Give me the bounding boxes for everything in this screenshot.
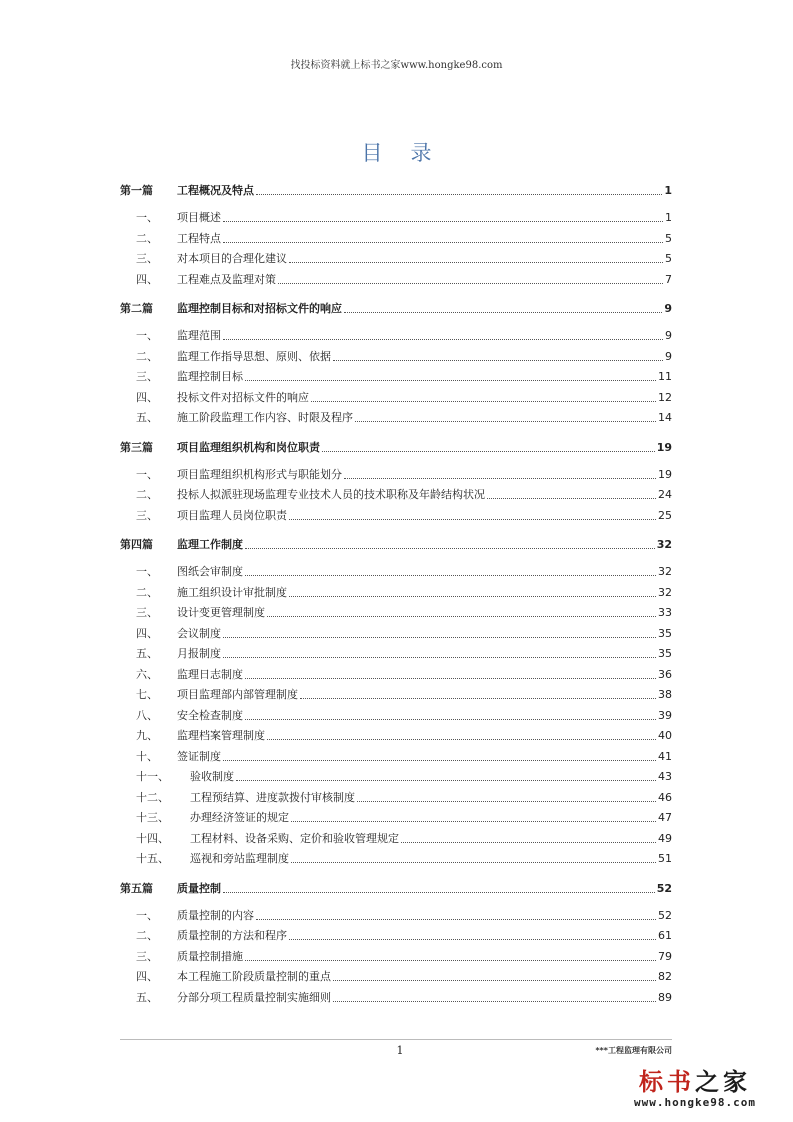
toc-item-entry[interactable] (120, 926, 672, 947)
toc-entry-number: 二、 (136, 231, 158, 245)
watermark-name (615, 1068, 775, 1096)
toc-entry-title: 监理控制目标和对招标文件的响应 (177, 302, 342, 315)
toc-entry-title: 项目监理部内部管理制度 (177, 688, 298, 701)
toc-entry-page: 82 (658, 970, 672, 983)
toc-entry-page: 49 (658, 831, 672, 845)
toc-chapter-entry[interactable] (120, 298, 672, 320)
toc-dot-leader (223, 880, 655, 893)
toc-entry-page: 32 (658, 565, 672, 578)
toc-item-entry[interactable] (120, 849, 672, 870)
toc-entry-number: 四、 (136, 626, 158, 640)
toc-dot-leader (245, 368, 656, 381)
toc-dot-leader (322, 439, 655, 452)
toc-dot-leader (223, 748, 656, 761)
toc-chapter-entry[interactable] (120, 437, 672, 459)
toc-entry-title: 监理控制目标 (177, 370, 243, 383)
toc-dot-leader (300, 686, 656, 699)
footer-divider (120, 1039, 672, 1040)
toc-entry-number: 八、 (136, 708, 158, 722)
toc-entry-number: 第二篇 (120, 302, 153, 315)
toc-entry-title: 投标人拟派驻现场监理专业技术人员的技术职称及年龄结构状况 (177, 488, 485, 501)
toc-dot-leader (223, 209, 663, 222)
table-of-contents (120, 180, 672, 1016)
toc-entry-page: 7 (665, 272, 672, 286)
toc-entry-title: 工程难点及监理对策 (177, 272, 276, 286)
page-header: 找投标资料就上标书之家www.hongke98.com (290, 60, 503, 71)
toc-entry-number: 十一、 (136, 770, 169, 783)
toc-entry-number: 第三篇 (120, 440, 153, 454)
toc-dot-leader (256, 907, 656, 920)
toc-entry-page: 46 (658, 790, 672, 804)
toc-entry-title: 办理经济签证的规定 (190, 811, 289, 824)
toc-entry-page: 19 (656, 440, 672, 454)
toc-entry-title: 工程特点 (177, 231, 221, 245)
toc-entry-page: 5 (665, 252, 672, 265)
toc-entry-number: 六、 (136, 667, 158, 681)
toc-dot-leader (223, 327, 663, 340)
toc-item-entry[interactable] (120, 347, 672, 368)
toc-entry-number: 二、 (136, 929, 158, 942)
toc-entry-title: 工程材料、设备采购、定价和验收管理规定 (190, 831, 399, 845)
toc-dot-leader (245, 948, 656, 961)
toc-entry-page: 32 (658, 585, 672, 599)
toc-item-entry[interactable] (120, 967, 672, 988)
toc-item-entry[interactable] (120, 249, 672, 270)
toc-entry-title: 分部分项工程质量控制实施细则 (177, 990, 331, 1004)
toc-dot-leader (223, 645, 656, 658)
toc-dot-leader (289, 250, 663, 263)
toc-entry-number: 十三、 (136, 811, 169, 824)
toc-entry-number: 第五篇 (120, 881, 153, 895)
toc-item-entry[interactable] (120, 624, 672, 645)
toc-item-entry[interactable] (120, 208, 672, 229)
toc-entry-title: 质量控制 (177, 881, 221, 895)
toc-item-entry[interactable] (120, 829, 672, 850)
toc-entry-number: 第一篇 (120, 184, 153, 197)
toc-entry-title: 监理工作指导思想、原则、依据 (177, 349, 331, 363)
toc-entry-title: 质量控制的内容 (177, 908, 254, 922)
toc-entry-number: 三、 (136, 252, 158, 265)
toc-item-entry[interactable] (120, 788, 672, 809)
toc-item-entry[interactable] (120, 229, 672, 250)
toc-entry-title: 项目概述 (177, 211, 221, 224)
toc-entry-page: 35 (658, 626, 672, 640)
toc-entry-number: 五、 (136, 411, 158, 424)
toc-entry-page: 25 (658, 508, 672, 522)
toc-entry-page: 61 (658, 929, 672, 942)
footer-page-number: 1 (396, 1044, 404, 1057)
toc-entry-page: 43 (658, 770, 672, 783)
toc-entry-number: 十五、 (136, 852, 169, 865)
toc-item-entry[interactable] (120, 906, 672, 927)
toc-entry-page: 11 (658, 370, 672, 383)
toc-item-entry[interactable] (120, 367, 672, 388)
toc-entry-number: 四、 (136, 390, 158, 404)
toc-entry-page: 40 (658, 729, 672, 742)
toc-dot-leader (333, 348, 663, 361)
toc-entry-number: 一、 (136, 565, 158, 578)
toc-item-entry[interactable] (120, 326, 672, 347)
toc-section (120, 437, 672, 527)
toc-entry-page: 9 (665, 349, 672, 363)
toc-item-entry[interactable] (120, 603, 672, 624)
toc-entry-page: 47 (658, 811, 672, 824)
toc-entry-page: 9 (664, 302, 672, 315)
toc-entry-title: 对本项目的合理化建议 (177, 252, 287, 265)
toc-entry-number: 四、 (136, 272, 158, 286)
toc-item-entry[interactable] (120, 583, 672, 604)
toc-item-entry[interactable] (120, 506, 672, 527)
page-title: 目录 (361, 141, 460, 165)
toc-dot-leader (267, 727, 656, 740)
toc-entry-page: 1 (664, 184, 672, 197)
toc-entry-page: 51 (658, 852, 672, 865)
toc-dot-leader (355, 409, 656, 422)
toc-entry-number: 一、 (136, 211, 158, 224)
toc-entry-page: 38 (658, 688, 672, 701)
toc-entry-page: 9 (665, 329, 672, 342)
toc-item-entry[interactable] (120, 767, 672, 788)
toc-entry-number: 二、 (136, 349, 158, 363)
toc-entry-title: 项目监理人员岗位职责 (177, 508, 287, 522)
toc-entry-title: 监理范围 (177, 329, 221, 342)
toc-item-entry[interactable] (120, 808, 672, 829)
toc-chapter-entry[interactable] (120, 534, 672, 556)
toc-entry-number: 二、 (136, 488, 158, 501)
toc-entry-page: 1 (665, 211, 672, 224)
toc-chapter-entry[interactable] (120, 180, 672, 202)
toc-entry-page: 36 (658, 667, 672, 681)
toc-section (120, 180, 672, 290)
toc-entry-title: 验收制度 (190, 770, 234, 783)
toc-entry-title: 项目监理组织机构形式与职能划分 (177, 467, 342, 481)
watermark-logo (615, 1068, 775, 1109)
toc-entry-number: 七、 (136, 688, 158, 701)
toc-entry-number: 二、 (136, 585, 158, 599)
toc-dot-leader (289, 584, 656, 597)
toc-dot-leader (223, 230, 663, 243)
toc-dot-leader (289, 927, 656, 940)
toc-item-entry[interactable] (120, 706, 672, 727)
toc-section (120, 298, 672, 429)
toc-entry-number: 五、 (136, 647, 158, 660)
toc-entry-number: 三、 (136, 606, 158, 619)
toc-item-entry[interactable] (120, 270, 672, 291)
toc-dot-leader (344, 300, 662, 313)
toc-entry-page: 35 (658, 647, 672, 660)
toc-item-entry[interactable] (120, 665, 672, 686)
toc-item-entry[interactable] (120, 988, 672, 1009)
toc-entry-page: 89 (658, 990, 672, 1004)
toc-chapter-entry[interactable] (120, 878, 672, 900)
toc-entry-title: 质量控制的方法和程序 (177, 929, 287, 942)
toc-entry-number: 三、 (136, 949, 158, 963)
toc-entry-number: 五、 (136, 990, 158, 1004)
toc-entry-number: 一、 (136, 329, 158, 342)
toc-dot-leader (487, 486, 656, 499)
toc-item-entry[interactable] (120, 408, 672, 429)
toc-dot-leader (256, 182, 662, 195)
toc-dot-leader (333, 968, 656, 981)
toc-item-entry[interactable] (120, 465, 672, 486)
toc-entry-number: 四、 (136, 970, 158, 983)
toc-dot-leader (245, 536, 655, 549)
toc-entry-title: 监理工作制度 (177, 538, 243, 551)
toc-item-entry[interactable] (120, 685, 672, 706)
toc-entry-title: 设计变更管理制度 (177, 606, 265, 619)
toc-item-entry[interactable] (120, 726, 672, 747)
toc-dot-leader (245, 707, 656, 720)
toc-entry-page: 32 (656, 538, 672, 551)
toc-dot-leader (289, 507, 656, 520)
toc-item-entry[interactable] (120, 644, 672, 665)
toc-entry-title: 本工程施工阶段质量控制的重点 (177, 970, 331, 983)
toc-entry-page: 19 (658, 467, 672, 481)
toc-dot-leader (344, 466, 656, 479)
toc-item-entry[interactable] (120, 947, 672, 968)
toc-item-entry[interactable] (120, 388, 672, 409)
toc-entry-page: 5 (665, 231, 672, 245)
toc-dot-leader (357, 789, 656, 802)
toc-entry-title: 监理档案管理制度 (177, 729, 265, 742)
toc-entry-page: 52 (656, 881, 672, 895)
toc-dot-leader (223, 625, 656, 638)
toc-entry-title: 签证制度 (177, 749, 221, 763)
toc-entry-page: 52 (658, 908, 672, 922)
toc-section (120, 878, 672, 1009)
toc-dot-leader (311, 389, 656, 402)
watermark-name-prefix: 标书 (639, 1068, 695, 1096)
toc-entry-page: 39 (658, 708, 672, 722)
toc-section (120, 534, 672, 870)
toc-entry-title: 会议制度 (177, 626, 221, 640)
toc-dot-leader (291, 809, 656, 822)
toc-entry-number: 三、 (136, 370, 158, 383)
toc-dot-leader (278, 271, 663, 284)
toc-entry-number: 三、 (136, 508, 158, 522)
toc-item-entry[interactable] (120, 562, 672, 583)
toc-entry-title: 图纸会审制度 (177, 565, 243, 578)
toc-entry-title: 质量控制措施 (177, 949, 243, 963)
toc-entry-number: 第四篇 (120, 538, 153, 551)
toc-dot-leader (245, 563, 656, 576)
toc-entry-title: 月报制度 (177, 647, 221, 660)
toc-entry-number: 十四、 (136, 831, 169, 845)
toc-dot-leader (236, 768, 656, 781)
toc-entry-title: 监理日志制度 (177, 667, 243, 681)
toc-entry-page: 14 (658, 411, 672, 424)
toc-item-entry[interactable] (120, 747, 672, 768)
toc-dot-leader (267, 604, 656, 617)
toc-entry-number: 一、 (136, 467, 158, 481)
footer-company: ***工程监理有限公司 (595, 1046, 672, 1055)
watermark-name-suffix: 之家 (695, 1068, 751, 1096)
toc-dot-leader (333, 989, 656, 1002)
toc-dot-leader (401, 830, 656, 843)
toc-dot-leader (291, 850, 656, 863)
toc-entry-number: 十二、 (136, 790, 169, 804)
toc-entry-title: 工程预结算、进度款拨付审核制度 (190, 790, 355, 804)
toc-entry-title: 投标文件对招标文件的响应 (177, 390, 309, 404)
toc-entry-title: 安全检查制度 (177, 708, 243, 722)
toc-entry-number: 十、 (136, 749, 158, 763)
toc-entry-title: 施工阶段监理工作内容、时限及程序 (177, 411, 353, 424)
toc-entry-title: 巡视和旁站监理制度 (190, 852, 289, 865)
toc-entry-page: 24 (658, 488, 672, 501)
toc-entry-title: 施工组织设计审批制度 (177, 585, 287, 599)
toc-item-entry[interactable] (120, 485, 672, 506)
watermark-url: www.hongke98.com (634, 1096, 756, 1109)
toc-entry-title: 项目监理组织机构和岗位职责 (177, 440, 320, 454)
toc-entry-page: 33 (658, 606, 672, 619)
toc-entry-page: 79 (658, 949, 672, 963)
toc-entry-title: 工程概况及特点 (177, 184, 254, 197)
toc-entry-page: 12 (658, 390, 672, 404)
toc-dot-leader (245, 666, 656, 679)
toc-entry-page: 41 (658, 749, 672, 763)
toc-entry-number: 一、 (136, 908, 158, 922)
toc-entry-number: 九、 (136, 729, 158, 742)
